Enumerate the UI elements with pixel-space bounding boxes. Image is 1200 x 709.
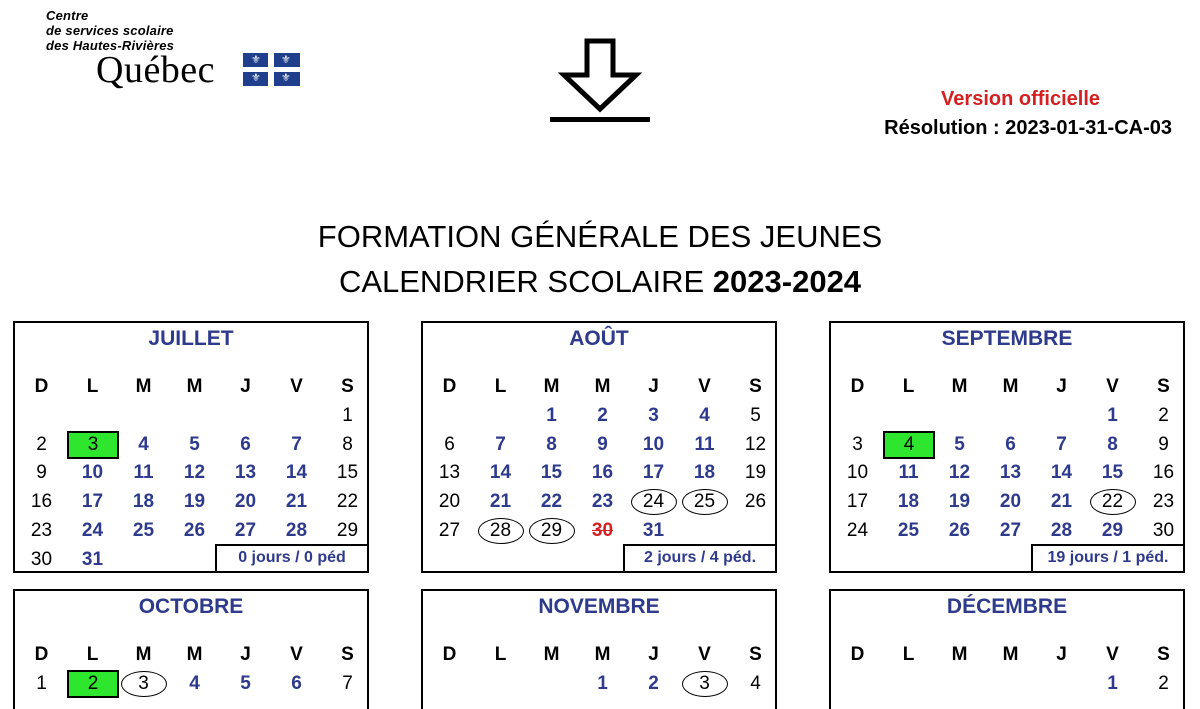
- day-cell: 23: [1152, 491, 1175, 513]
- day-cell: 20: [234, 491, 257, 513]
- day-cell: 2: [597, 405, 608, 426]
- weekday-header: L: [902, 644, 915, 665]
- weekday-header: S: [1157, 644, 1170, 665]
- month-july: [13, 321, 369, 573]
- week-row: [15, 431, 367, 459]
- day-cell: 14: [1050, 462, 1073, 484]
- weekday-header: S: [1157, 376, 1170, 397]
- day-cell: 19: [744, 462, 767, 484]
- day-cell: 6: [291, 673, 302, 694]
- school-year: 2023-2024: [712, 264, 862, 299]
- day-cell: 17: [81, 491, 104, 513]
- day-cell: 25: [132, 519, 155, 541]
- month-september: [829, 321, 1185, 573]
- month-october: [13, 589, 369, 709]
- week-row: [15, 670, 367, 698]
- day-cell: 26: [183, 519, 206, 541]
- day-cell: 5: [954, 433, 965, 455]
- weekday-header-row: [423, 641, 775, 669]
- weekday-header: L: [902, 376, 915, 397]
- day-cell: 17: [846, 491, 869, 513]
- weekday-header: D: [850, 376, 865, 397]
- day-cell: 7: [342, 673, 353, 694]
- day-cell: 22: [1087, 488, 1138, 516]
- day-cell: 2: [67, 670, 118, 698]
- day-cell: 4: [699, 405, 710, 426]
- day-cell: 30: [591, 519, 614, 541]
- day-cell: 2: [36, 433, 47, 455]
- weekday-header: M: [1002, 376, 1019, 397]
- weekday-header: S: [341, 644, 354, 665]
- month-name: AOÛT: [569, 327, 629, 350]
- day-cell: 1: [546, 405, 557, 426]
- month-november: [421, 589, 777, 709]
- week-row: [831, 459, 1183, 487]
- day-cell: 30: [30, 548, 53, 570]
- day-cell: 25: [679, 488, 730, 516]
- day-cell: 6: [240, 433, 251, 455]
- resolution-label: Résolution : 2023-01-31-CA-03: [884, 117, 1172, 139]
- day-cell: 18: [132, 491, 155, 513]
- weekday-header: M: [951, 644, 968, 665]
- day-cell: 31: [642, 519, 665, 541]
- day-cell: 24: [846, 519, 869, 541]
- day-cell: 2: [1158, 673, 1169, 694]
- weekday-header: D: [850, 644, 865, 665]
- day-cell: 16: [591, 462, 614, 484]
- week-row: [15, 402, 367, 430]
- month-name: OCTOBRE: [138, 595, 244, 618]
- weekday-header: M: [186, 376, 203, 397]
- day-cell: 3: [67, 431, 118, 459]
- day-cell: 12: [183, 462, 206, 484]
- day-cell: 12: [948, 462, 971, 484]
- weekday-header-row: [831, 373, 1183, 401]
- page-title: FORMATION GÉNÉRALE DES JEUNES: [317, 219, 883, 254]
- organization-name: [46, 8, 174, 53]
- day-cell: 5: [189, 433, 200, 455]
- day-cell: 1: [342, 405, 353, 426]
- weekday-header: J: [1056, 376, 1067, 397]
- org-line-3: des Hautes-Rivières: [46, 38, 175, 53]
- day-cell: 15: [336, 462, 359, 484]
- weekday-header: M: [594, 376, 611, 397]
- week-row: [423, 488, 775, 516]
- day-cell: 15: [1101, 462, 1124, 484]
- weekday-header: V: [1106, 644, 1119, 665]
- weekday-header: D: [442, 644, 457, 665]
- day-cell: 17: [642, 462, 665, 484]
- day-cell: 11: [694, 433, 715, 455]
- month-name: SEPTEMBRE: [941, 327, 1073, 350]
- weekday-header: S: [749, 644, 762, 665]
- weekday-header: J: [240, 376, 251, 397]
- day-cell: 26: [948, 519, 971, 541]
- day-cell: 31: [81, 548, 104, 570]
- day-cell: 3: [648, 405, 659, 426]
- weekday-header: J: [648, 376, 659, 397]
- weekday-header: M: [1002, 644, 1019, 665]
- week-row: [423, 670, 775, 698]
- day-cell: 20: [438, 491, 461, 513]
- day-cell: 27: [234, 519, 257, 541]
- day-cell: 18: [897, 491, 920, 513]
- org-line-1: Centre: [46, 8, 89, 23]
- weekday-header: M: [951, 376, 968, 397]
- day-cell: 21: [489, 491, 512, 513]
- weekday-header: M: [135, 644, 152, 665]
- day-cell: 7: [291, 433, 302, 455]
- day-cell: 3: [679, 670, 730, 698]
- org-line-2: de services scolaire: [46, 23, 174, 38]
- quebec-wordmark: Québec: [96, 49, 216, 91]
- day-cell: 19: [183, 491, 206, 513]
- weekday-header: M: [186, 644, 203, 665]
- day-cell: 10: [81, 462, 104, 484]
- weekday-header: M: [543, 644, 560, 665]
- weekday-header: L: [86, 376, 99, 397]
- month-name: NOVEMBRE: [538, 595, 660, 618]
- day-cell: 8: [1107, 433, 1118, 455]
- day-cell: 29: [336, 519, 359, 541]
- weekday-header: D: [34, 376, 49, 397]
- day-cell: 6: [444, 433, 455, 455]
- day-cell: 1: [1107, 673, 1118, 694]
- day-cell: 21: [1050, 491, 1073, 513]
- week-row: [15, 459, 367, 487]
- weekday-header: V: [290, 376, 303, 397]
- day-cell: 14: [285, 462, 308, 484]
- day-cell: 4: [189, 673, 200, 694]
- day-cell: 13: [234, 462, 257, 484]
- day-cell: 25: [897, 519, 920, 541]
- day-cell: 9: [597, 433, 608, 455]
- weekday-header: V: [1106, 376, 1119, 397]
- day-cell: 29: [526, 517, 577, 545]
- day-cell: 3: [852, 433, 863, 455]
- day-cell: 1: [597, 673, 608, 694]
- page-subtitle: [0, 264, 1200, 300]
- day-cell: 10: [846, 462, 869, 484]
- month-august: [421, 321, 777, 573]
- day-cell: 28: [1050, 519, 1073, 541]
- weekday-header-row: [15, 641, 367, 669]
- day-cell: 6: [1005, 433, 1016, 455]
- day-cell: 1: [36, 673, 47, 694]
- week-row: [831, 488, 1183, 516]
- day-cell: 5: [240, 673, 251, 694]
- day-cell: 28: [475, 517, 526, 545]
- day-cell: 16: [1152, 462, 1175, 484]
- week-row: [831, 402, 1183, 430]
- week-row: [831, 517, 1183, 545]
- month-december: [829, 589, 1185, 709]
- day-cell: 7: [1056, 433, 1067, 455]
- weekday-header: V: [698, 644, 711, 665]
- day-cell: 21: [285, 491, 308, 513]
- month-summary: 0 jours / 0 péd: [215, 544, 367, 571]
- day-cell: 14: [489, 462, 512, 484]
- week-row: [423, 459, 775, 487]
- day-cell: 22: [540, 491, 563, 513]
- day-cell: 2: [1158, 405, 1169, 426]
- weekday-header: M: [135, 376, 152, 397]
- weekday-header: M: [594, 644, 611, 665]
- day-cell: 4: [750, 673, 761, 694]
- day-cell: 22: [336, 491, 359, 513]
- day-cell: 4: [883, 431, 934, 459]
- week-row: [831, 431, 1183, 459]
- week-row: [831, 670, 1183, 698]
- day-cell: 11: [898, 462, 919, 484]
- weekday-header: L: [494, 644, 507, 665]
- subtitle-prefix: CALENDRIER SCOLAIRE: [338, 264, 705, 299]
- day-cell: 5: [750, 405, 761, 426]
- day-cell: 24: [81, 519, 104, 541]
- weekday-header: D: [442, 376, 457, 397]
- fleurdelise-flag-icon: ⚜ ⚜ ⚜ ⚜: [243, 53, 300, 86]
- day-cell: 24: [628, 488, 679, 516]
- day-cell: 3: [118, 670, 169, 698]
- weekday-header: L: [86, 644, 99, 665]
- weekday-header-row: [423, 373, 775, 401]
- day-cell: 20: [999, 491, 1022, 513]
- month-name: DÉCEMBRE: [946, 595, 1068, 618]
- month-summary: 2 jours / 4 péd.: [623, 544, 775, 571]
- day-cell: 10: [642, 433, 665, 455]
- weekday-header: L: [494, 376, 507, 397]
- weekday-header: J: [1056, 644, 1067, 665]
- day-cell: 23: [591, 491, 614, 513]
- day-cell: 30: [1152, 519, 1175, 541]
- day-cell: 16: [30, 491, 53, 513]
- weekday-header-row: [15, 373, 367, 401]
- week-row: [423, 402, 775, 430]
- weekday-header: S: [341, 376, 354, 397]
- day-cell: 13: [438, 462, 461, 484]
- day-cell: 18: [693, 462, 716, 484]
- day-cell: 13: [999, 462, 1022, 484]
- download-arrow-icon[interactable]: [550, 38, 650, 124]
- day-cell: 28: [285, 519, 308, 541]
- version-label: Version officielle: [941, 88, 1100, 110]
- week-row: [15, 488, 367, 516]
- weekday-header: J: [240, 644, 251, 665]
- day-cell: 23: [30, 519, 53, 541]
- weekday-header: M: [543, 376, 560, 397]
- day-cell: 2: [648, 673, 659, 694]
- day-cell: 15: [540, 462, 563, 484]
- week-row: [423, 431, 775, 459]
- week-row: [423, 517, 775, 545]
- day-cell: 27: [438, 519, 461, 541]
- day-cell: 11: [133, 462, 154, 484]
- day-cell: 8: [546, 433, 557, 455]
- weekday-header: S: [749, 376, 762, 397]
- weekday-header: V: [698, 376, 711, 397]
- weekday-header: V: [290, 644, 303, 665]
- day-cell: 19: [948, 491, 971, 513]
- day-cell: 1: [1107, 405, 1118, 426]
- weekday-header: J: [648, 644, 659, 665]
- month-name: JUILLET: [148, 327, 234, 350]
- day-cell: 8: [342, 433, 353, 455]
- day-cell: 29: [1101, 519, 1124, 541]
- day-cell: 9: [1158, 433, 1169, 455]
- day-cell: 26: [744, 491, 767, 513]
- day-cell: 9: [36, 462, 47, 484]
- weekday-header-row: [831, 641, 1183, 669]
- weekday-header: D: [34, 644, 49, 665]
- day-cell: 12: [744, 433, 767, 455]
- day-cell: 4: [138, 433, 149, 455]
- week-row: [15, 517, 367, 545]
- day-cell: 27: [999, 519, 1022, 541]
- month-summary: 19 jours / 1 péd.: [1031, 544, 1183, 571]
- day-cell: 7: [495, 433, 506, 455]
